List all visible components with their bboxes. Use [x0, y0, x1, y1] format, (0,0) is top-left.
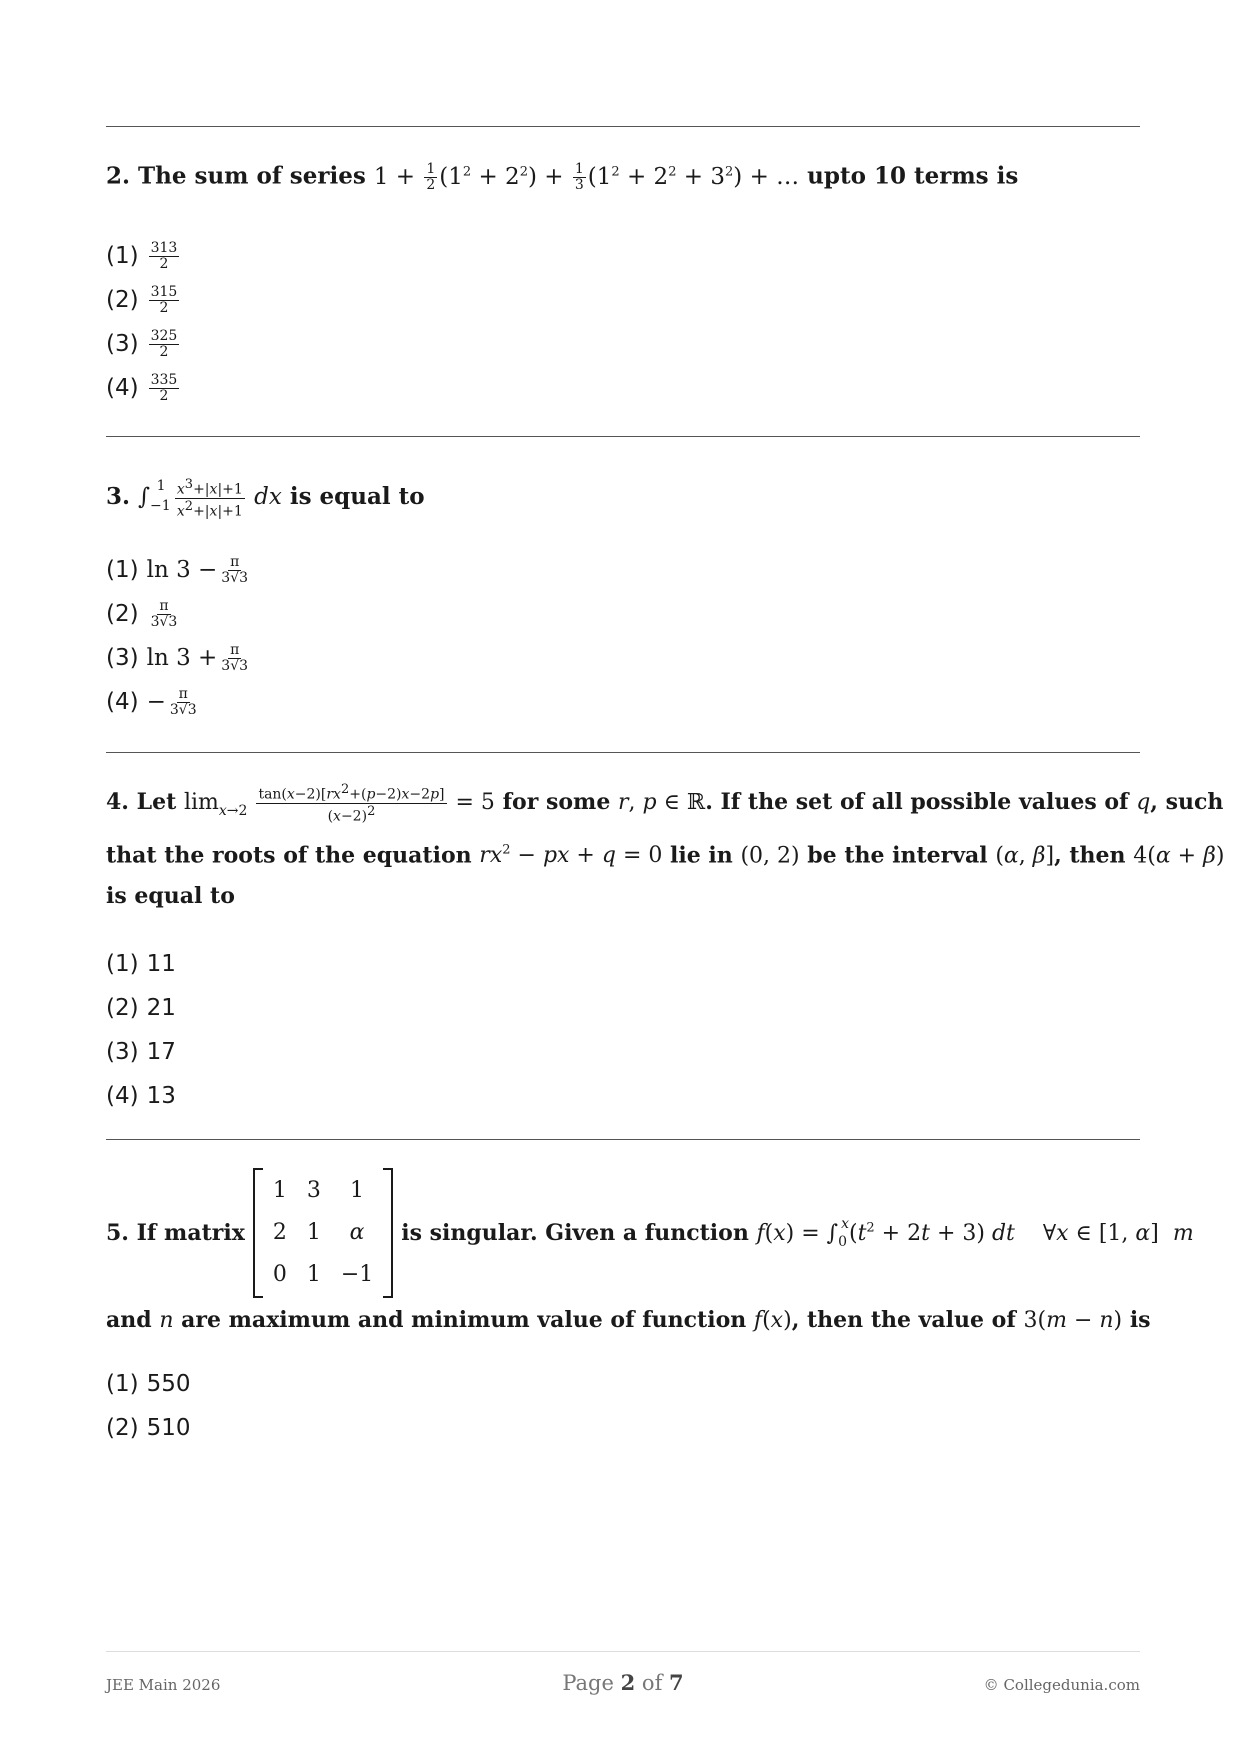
question-text: is singular. Given a function: [401, 1220, 749, 1246]
math: 3(m − n): [1023, 1308, 1123, 1333]
option: (2) $\frac{315}{2}$: [106, 283, 178, 316]
math: n: [159, 1308, 174, 1333]
question-number: 5.: [106, 1220, 129, 1246]
option: (1) 550: [106, 1371, 191, 1397]
question-text: , then: [1054, 842, 1126, 869]
math: q: [1136, 790, 1151, 815]
question-text: is equal to: [106, 883, 235, 910]
question-text: upto 10 terms is: [807, 162, 1019, 190]
option: (2) 21: [106, 995, 176, 1021]
math: (α, β]: [995, 843, 1055, 869]
option: (4) $\frac{335}{2}$: [106, 371, 178, 404]
options-q3: [106, 548, 252, 724]
math: f(x): [753, 1308, 792, 1333]
question-text: and: [106, 1307, 152, 1333]
copyright: © Collegedunia.com: [983, 1676, 1140, 1694]
series-expression: 1 + $\frac{1}{2}$ $(1^2 + 2^2)$ + $\frac{1}{3}$ $(1^2 + 2^2 + 3^2)$ + …: [373, 161, 800, 194]
options-q2: [106, 234, 181, 410]
question-number: 2.: [106, 162, 131, 190]
question-4: [106, 780, 1225, 918]
function-expression: $f(x) = \int_0^x(t^2 + 2t + 3)$ dt ∀x ∈ [1, α] m: [756, 1216, 1194, 1250]
divider: [106, 126, 1140, 127]
question-number: 3.: [106, 483, 131, 510]
math: 4(α + β): [1133, 843, 1225, 869]
question-text: Let: [136, 789, 177, 815]
question-3: [106, 464, 1140, 528]
divider: [106, 436, 1140, 437]
math: r, p ∈ ℝ: [618, 790, 706, 815]
page-footer: [106, 1651, 1140, 1695]
question-text: that the roots of the equation: [106, 842, 472, 869]
option: (4) − $\frac{\pi}{3√3}$: [106, 685, 197, 718]
question-text: If matrix: [136, 1220, 245, 1246]
option: (3) 17: [106, 1039, 176, 1065]
matrix-cell: 2: [272, 1220, 287, 1245]
question-text: . If the set of all possible values of: [705, 789, 1129, 815]
option: (4) 13: [106, 1083, 176, 1109]
question-text: is equal to: [289, 483, 425, 510]
question-text: The sum of series: [138, 162, 366, 190]
options-q5: [106, 1362, 191, 1450]
matrix-cell: 1: [306, 1262, 321, 1287]
math: (0, 2): [740, 843, 800, 869]
matrix-cell: −1: [340, 1262, 374, 1287]
matrix-cell: 3: [306, 1178, 321, 1203]
option: (1) $\frac{313}{2}$: [106, 239, 178, 272]
option: (3) $\frac{325}{2}$: [106, 327, 178, 360]
integral-expression: $\int_{-1}^1$ $\frac{x^3+|x|+1}{x^2+|x|+1}$ dx: [138, 476, 282, 520]
page-number: Page 2 of 7: [562, 1670, 684, 1695]
divider: [106, 1139, 1140, 1140]
question-text: for some: [502, 789, 611, 815]
question-text: is: [1129, 1307, 1151, 1333]
question-text: be the interval: [807, 842, 988, 869]
question-2: [106, 150, 1140, 199]
question-text: lie in: [670, 842, 733, 869]
matrix: [253, 1168, 393, 1298]
question-text: are maximum and minimum value of function: [181, 1307, 747, 1333]
option: (2) 510: [106, 1415, 191, 1441]
option: (2) $\frac{\pi}{3√3}$: [106, 597, 178, 630]
option: (3) ln 3 + $\frac{\pi}{3√3}$: [106, 641, 249, 674]
question-5: [106, 1168, 1194, 1343]
question-text: , then the value of: [791, 1307, 1016, 1333]
math: $rx^2$ − px + q = 0: [479, 843, 663, 869]
question-number: 4.: [106, 789, 129, 815]
matrix-cell: 1: [272, 1178, 287, 1203]
option: (1) ln 3 − $\frac{\pi}{3√3}$: [106, 553, 249, 586]
divider: [106, 752, 1140, 753]
exam-name: JEE Main 2026: [106, 1676, 221, 1694]
option: (1) 11: [106, 951, 176, 977]
matrix-cell: 0: [272, 1262, 287, 1287]
matrix-cell: 1: [350, 1178, 365, 1203]
question-text: , such: [1150, 789, 1224, 815]
options-q4: [106, 942, 176, 1118]
limit-expression: $\lim_{x\to 2}$ $\frac{\tan(x-2)[rx^2+(p-2)x-2p]}{(x-2)^2}$ = 5: [183, 781, 495, 825]
matrix-cell: 1: [306, 1220, 321, 1245]
matrix-cell: α: [349, 1220, 365, 1245]
